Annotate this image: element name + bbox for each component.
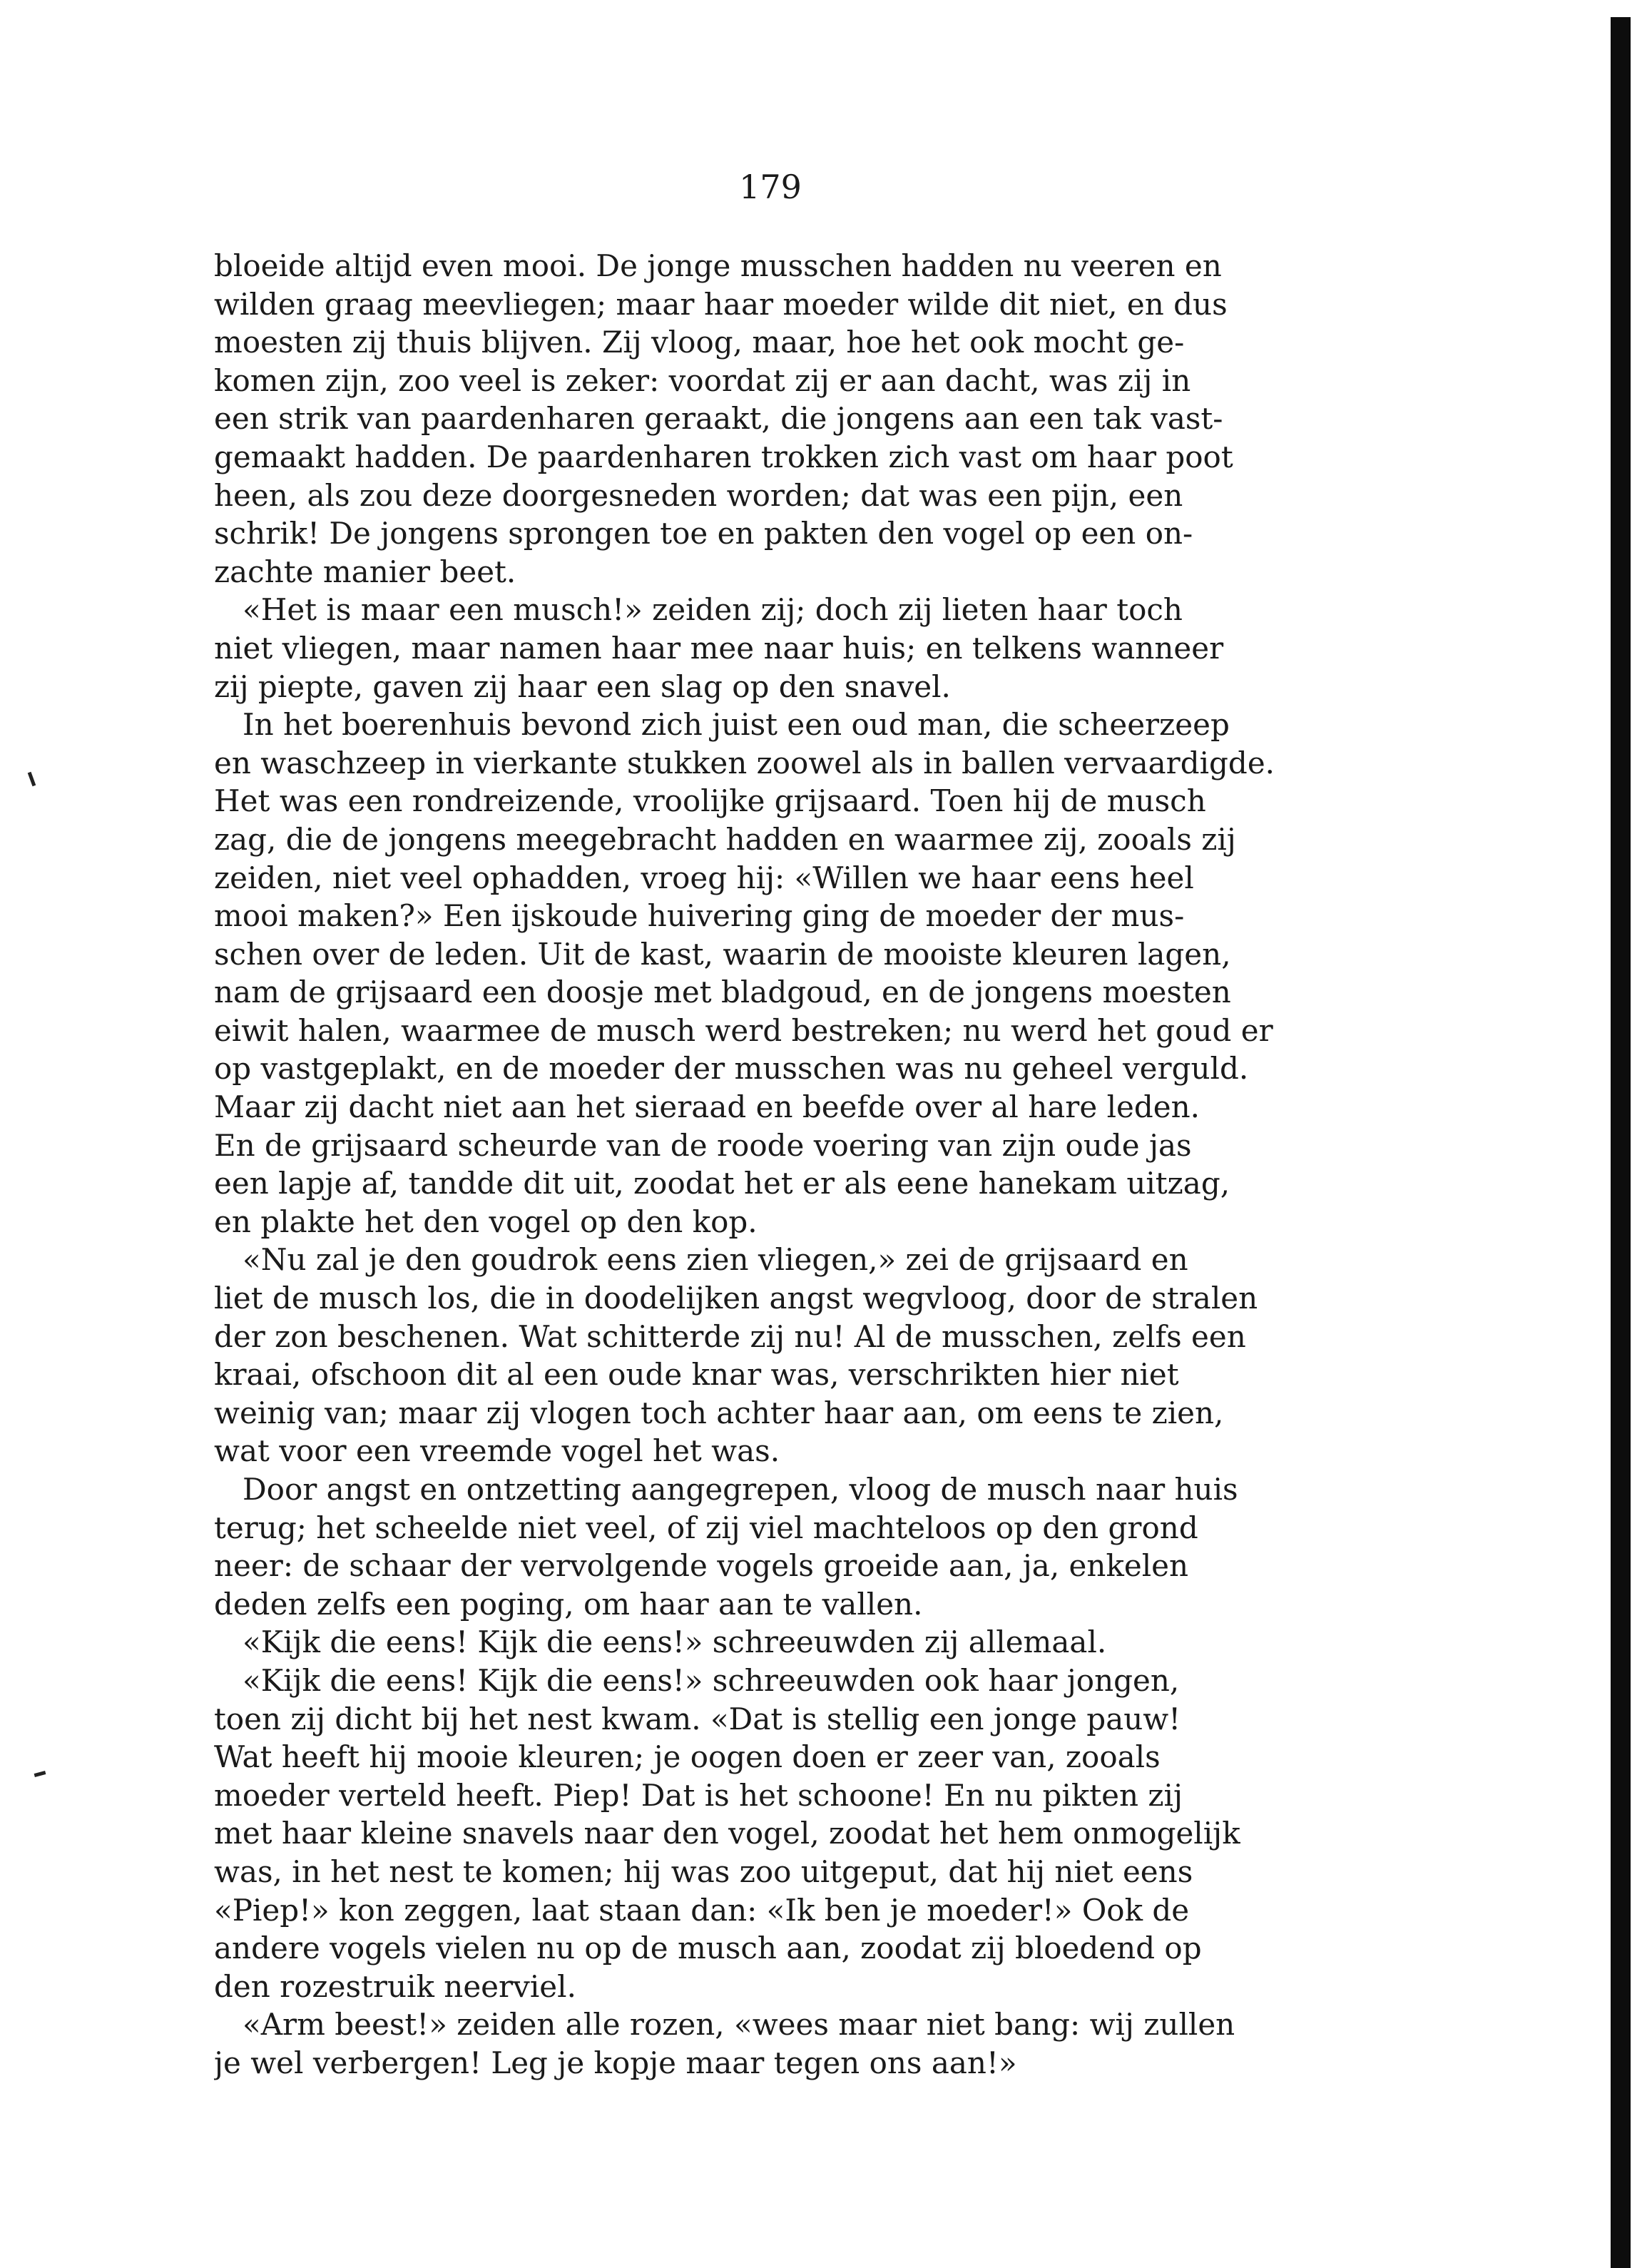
text-line: heen, als zou deze doorgesneden worden; dat was een pijn, een [214,477,1183,513]
text-line: zachte manier beet. [214,554,516,589]
text-line: en waschzeep in vierkante stukken zoowel als in ballen vervaardigde. [214,745,1275,780]
text-line: toen zij dicht bij het nest kwam. «Dat is stellig een jonge pauw! [214,1701,1181,1736]
text-line: «Kijk die eens! Kijk die eens!» schreeuwden zij allemaal. [243,1624,1107,1660]
text-line: weinig van; maar zij vlogen toch achter haar aan, om eens te zien, [214,1395,1224,1430]
text-line: schrik! De jongens sprongen toe en pakten den vogel op een on- [214,516,1193,551]
text-line: deden zelfs een poging, om haar aan te vallen. [214,1586,923,1622]
text-line: nam de grijsaard een doosje met bladgoud, en de jongens moesten [214,975,1231,1010]
text-line: neer: de schaar der vervolgende vogels groeide aan, ja, enkelen [214,1548,1189,1584]
text-line: eiwit halen, waarmee de musch werd bestreken; nu werd het goud er [214,1012,1273,1048]
margin-mark [34,1771,46,1777]
text-line: mooi maken?» Een ijskoude huivering ging de moeder der mus- [214,898,1185,934]
text-line: Maar zij dacht niet aan het sieraad en beefde over al hare leden. [214,1089,1200,1125]
text-line: moeder verteld heeft. Piep! Dat is het schoone! En nu pikten zij [214,1777,1183,1813]
text-line: was, in het nest te komen; hij was zoo uitgeput, dat hij niet eens [214,1853,1193,1889]
page-edge-bar [1611,17,1631,2268]
text-line: je wel verbergen! Leg je kopje maar tegen ons aan!» [214,2045,1017,2080]
text-line: niet vliegen, maar namen haar mee naar huis; en telkens wanneer [214,630,1224,666]
text-line: der zon beschenen. Wat schitterde zij nu! Al de musschen, zelfs een [214,1318,1246,1354]
text-line: «Kijk die eens! Kijk die eens!» schreeuwden ook haar jongen, [243,1662,1180,1698]
text-line: met haar kleine snavels naar den vogel, zoodat het hem onmogelijk [214,1816,1240,1851]
text-line: liet de musch los, die in doodelijken angst wegvloog, door de stralen [214,1281,1258,1316]
text-line: kraai, ofschoon dit al een oude knar was, verschrikten hier niet [214,1357,1179,1393]
text-line: en plakte het den vogel op den kop. [214,1204,758,1239]
text-line: op vastgeplakt, en de moeder der musschen was nu geheel verguld. [214,1051,1249,1087]
text-line: andere vogels vielen nu op de musch aan, zoodat zij bloedend op [214,1931,1202,1966]
text-line: den rozestruik neerviel. [214,1968,576,2004]
page-number: 179 [739,168,802,206]
text-line: In het boerenhuis bevond zich juist een oud man, die scheerzeep [243,707,1230,743]
text-line: gemaakt hadden. De paardenharen trokken zich vast om haar poot [214,439,1233,474]
text-line: zag, die de jongens meegebracht hadden en waarmee zij, zooals zij [214,821,1236,857]
text-line: Wat heeft hij mooie kleuren; je oogen doen er zeer van, zooals [214,1739,1161,1775]
text-line: «Het is maar een musch!» zeiden zij; doch zij lieten haar toch [243,592,1183,628]
text-line: moesten zij thuis blijven. Zij vloog, maar, hoe het ook mocht ge- [214,325,1185,360]
text-line: terug; het scheelde niet veel, of zij viel machteloos op den grond [214,1510,1198,1545]
text-line: Door angst en ontzetting aangegrepen, vloog de musch naar huis [243,1472,1238,1507]
text-line: komen zijn, zoo veel is zeker: voordat zij er aan dacht, was zij in [214,362,1191,398]
body-text [214,247,1337,2083]
text-line: wilden graag meevliegen; maar haar moeder wilde dit niet, en dus [214,286,1228,322]
text-line: wat voor een vreemde vogel het was. [214,1433,780,1469]
text-line: En de grijsaard scheurde van de roode voering van zijn oude jas [214,1127,1192,1163]
text-line: een lapje af, tandde dit uit, zoodat het er als eene hanekam uitzag, [214,1166,1230,1201]
text-line: bloeide altijd even mooi. De jonge musschen hadden nu veeren en [214,248,1222,283]
margin-mark [28,772,36,787]
text-line: een strik van paardenharen geraakt, die jongens aan een tak vast- [214,401,1223,437]
text-line: Het was een rondreizende, vroolijke grijsaard. Toen hij de musch [214,783,1206,819]
text-line: «Piep!» kon zeggen, laat staan dan: «Ik ben je moeder!» Ook de [214,1892,1190,1928]
text-line: zeiden, niet veel ophadden, vroeg hij: «Willen we haar eens heel [214,860,1194,895]
text-line: «Nu zal je den goudrok eens zien vliegen,» zei de grijsaard en [243,1242,1188,1278]
text-line: «Arm beest!» zeiden alle rozen, «wees maar niet bang: wij zullen [243,2007,1235,2043]
text-line: zij piepte, gaven zij haar een slag op den snavel. [214,668,951,704]
text-line: schen over de leden. Uit de kast, waarin de mooiste kleuren lagen, [214,936,1231,972]
